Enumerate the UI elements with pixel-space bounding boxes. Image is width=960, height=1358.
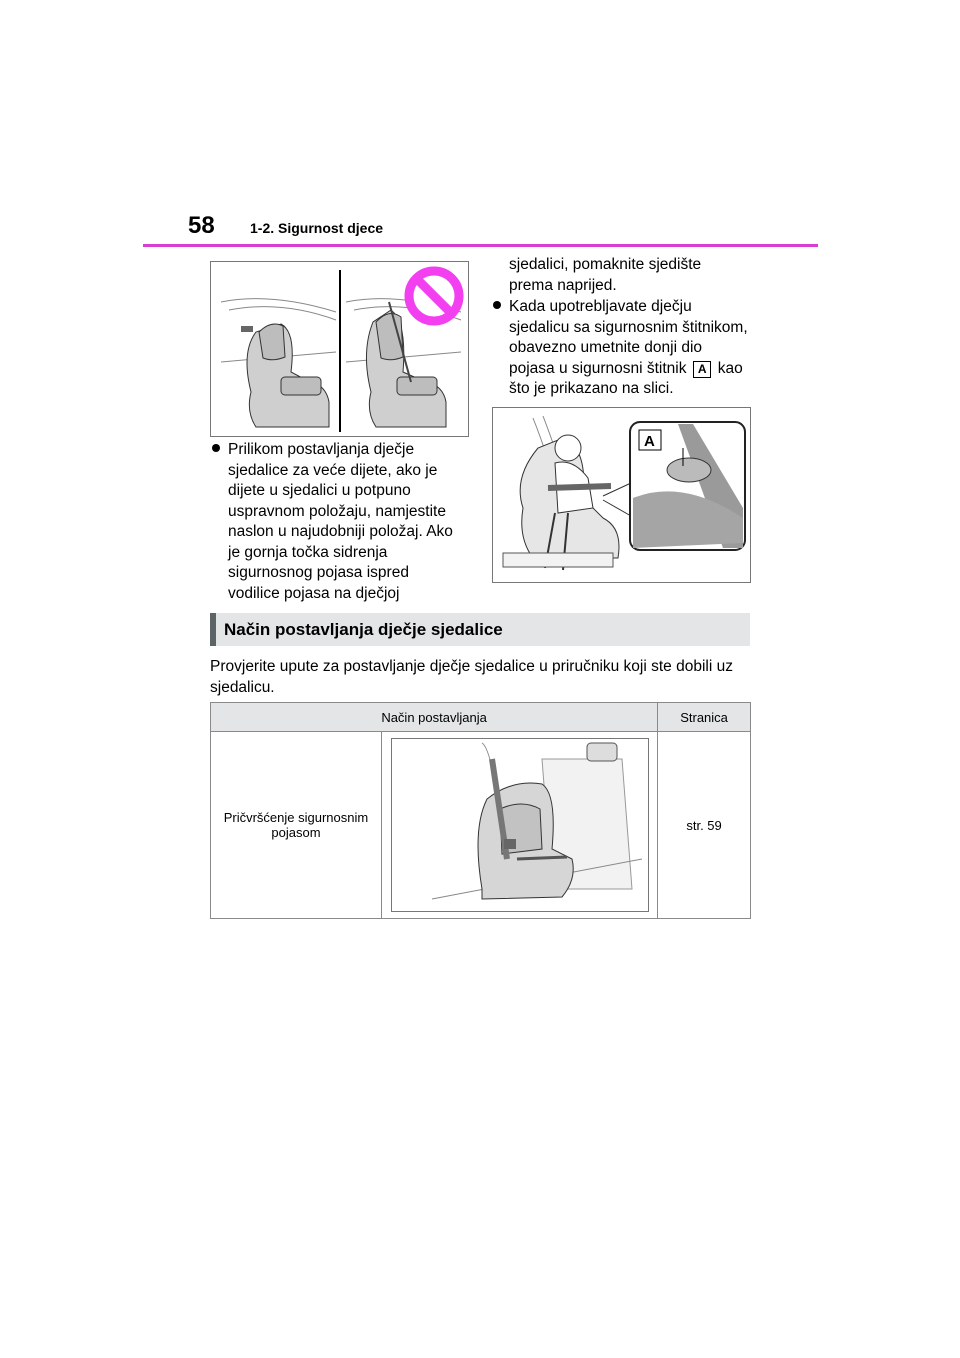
table-row <box>211 732 751 919</box>
bullet-recline-backrest: Prilikom postavljanja dječje sjedalice za veće dijete, ako je dijete u sjedalici u potpuno uspravnom položaju, namjestite naslon u najudobniji položaj. Ako je gornja točka sidrenja sigurnosnog pojasa ispred vodilice pojasa na dječjoj <box>212 440 498 604</box>
bullet-icon <box>212 444 220 452</box>
intro-paragraph: Provjerite upute za postavljanje dječje sjedalice u priručniku koji ste dobili uz sjedalicu. <box>210 658 733 696</box>
bullet-shield-belt: Kada upotrebljavate dječju sjedalicu sa sigurnosnim štitnikom, obavezno umetnite donji dio pojasa u sigurnosni štitnik A kao što je prikazano na slici. <box>493 297 779 400</box>
page-reference-cell: str. 59 <box>658 732 751 919</box>
callout-label: A <box>644 433 655 450</box>
section-heading: Način postavljanja dječje sjedalice <box>210 613 750 646</box>
header-rule <box>143 244 818 247</box>
label-a-badge: A <box>693 361 712 378</box>
seat-belt-install-figure <box>391 738 649 912</box>
bullet-icon <box>493 301 501 309</box>
shield-seat-figure <box>492 407 751 583</box>
no-symbol-icon <box>409 271 459 321</box>
table-header-page: Stranica <box>658 703 751 732</box>
section-title: 1-2. Sigurnost djece <box>250 220 384 236</box>
continuation-text: sjedalici, pomaknite sjedište prema naprijed. <box>509 256 702 294</box>
booster-seat-figure <box>210 261 469 437</box>
method-cell: Pričvršćenje sigurnosnim pojasom <box>211 732 382 919</box>
page-number: 58 <box>188 212 215 239</box>
method-illustration-cell <box>381 732 657 919</box>
table-header-method: Način postavljanja <box>211 703 658 732</box>
installation-methods-table <box>210 702 751 919</box>
